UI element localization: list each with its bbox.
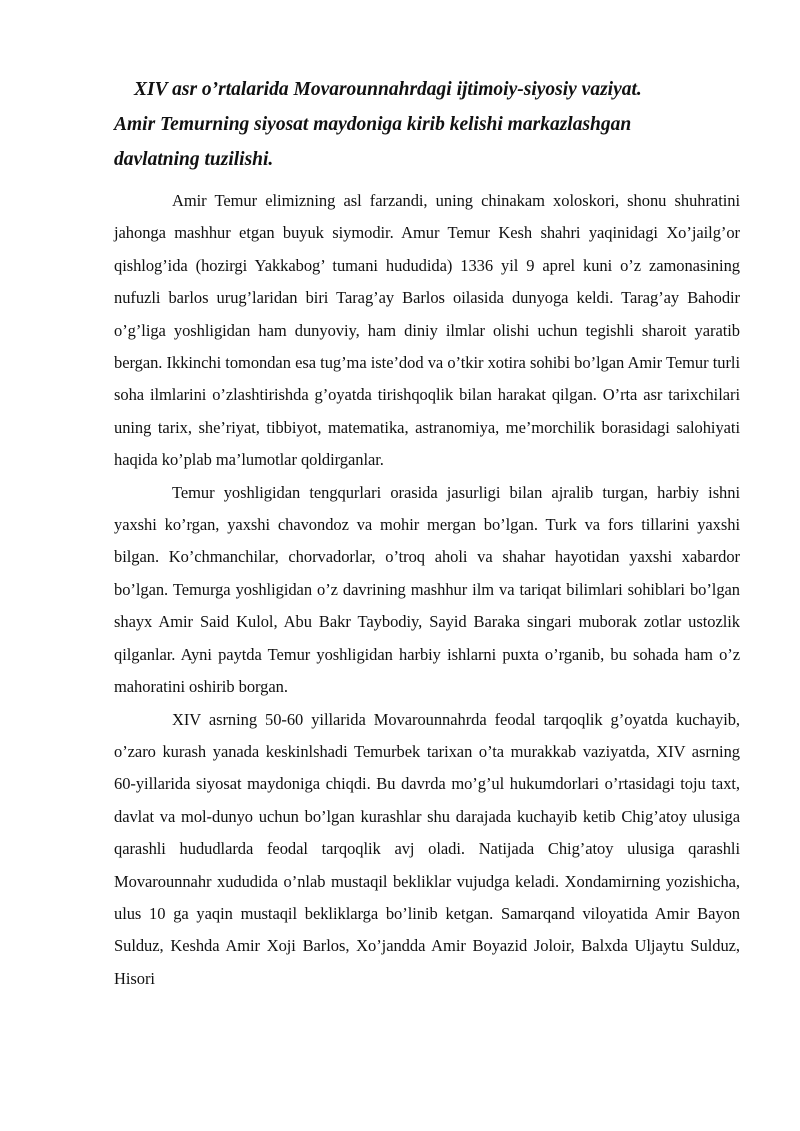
paragraph-2: Temur yoshligidan tengqurlari orasida jasurligi bilan ajralib turgan, harbiy ishni yaxshi ko’rgan, yaxshi chavondoz va mohir mergan bo’lgan. Turk va fors tillarini yaxshi bilgan. Ko’chmanchilar, chorvadorlar, o’troq aholi va shahar hayotidan yaxshi xabardor bo’lgan. Temurga yoshligidan o’z davrining mashhur ilm va tariqat bilimlari sohiblari bo’lgan shayx Amir Said Kulol, Abu Bakr Taybodiy, Sayid Baraka singari muborak zotlar ustozlik qilganlar. Ayni paytda Temur yoshligidan harbiy ishlarni puxta o’rganib, bu sohada ham o’z mahoratini oshirib borgan. xyxy=(114,482,740,697)
document-title xyxy=(114,72,740,177)
title-line-2: Amir Temurning siyosat maydoniga kirib kelishi markazlashgan xyxy=(114,114,632,135)
paragraph-3: XIV asrning 50-60 yillarida Movarounnahrda feodal tarqoqlik g’oyatda kuchayib, o’zaro kurash yanada keskinlshadi Temurbek tarixan o’ta murakkab vaziyatda, XIV asrning 60-yillarida siyosat maydoniga chiqdi. Bu davrda mo’g’ul hukumdorlari o’rtasidagi toju taxt, davlat va mol-dunyo uchun bo’lgan kurashlar shu darajada kuchayib ketib Chig’atoy ulusiga qarashli hududlarda feodal tarqoqlik avj oladi. Natijada Chig’atoy ulusiga qarashli Movarounnahr xududida o’nlab mustaqil bekliklar vujudga keladi. Xondamirning yozishicha, ulus 10 ga yaqin mustaqil bekliklarga bo’linib ketgan. Samarqand viloyatida Amir Bayon Sulduz, Keshda Amir Xoji Barlos, Xo’jandda Amir Boyazid Joloir, Balxda Uljaytu Sulduz, Hisori xyxy=(114,709,740,988)
paragraph-1: Amir Temur elimizning asl farzandi, uning chinakam xoloskori, shonu shuhratini jahonga mashhur etgan buyuk siymodir. Amur Temur Kesh shahri yaqinidagi Xo’jailg’or qishlog’ida (hozirgi Yakkabog’ tumani hududida) 1336 yil 9 aprel kuni o’z zamonasining nufuzli barlos urug’laridan biri Tarag’ay Barlos oilasida dunyoga keldi. Tarag’ay Bahodir o’g’liga yoshligidan ham dunyoviy, ham diniy ilmlar olishi uchun tegishli sharoit yaratib bergan. Ikkinchi tomondan esa tug’ma iste’dod va o’tkir xotira sohibi bo’lgan Amir Temur turli soha ilmlarini o’zlashtirishda g’oyatda tirishqoqlik bilan harakat qilgan. O’rta asr tarixchilari uning tarix, she’riyat, tibbiyot, matematika, astranomiya, me’morchilik borasidagi salohiyati haqida ko’plab ma’lumotlar qoldirganlar. xyxy=(114,191,740,470)
title-line-3: davlatning tuzilishi. xyxy=(114,149,274,170)
document-page xyxy=(114,72,740,995)
title-line-1: XIV asr o’rtalarida Movarounnahrdagi ijtimoiy-siyosiy vaziyat. xyxy=(134,79,642,100)
